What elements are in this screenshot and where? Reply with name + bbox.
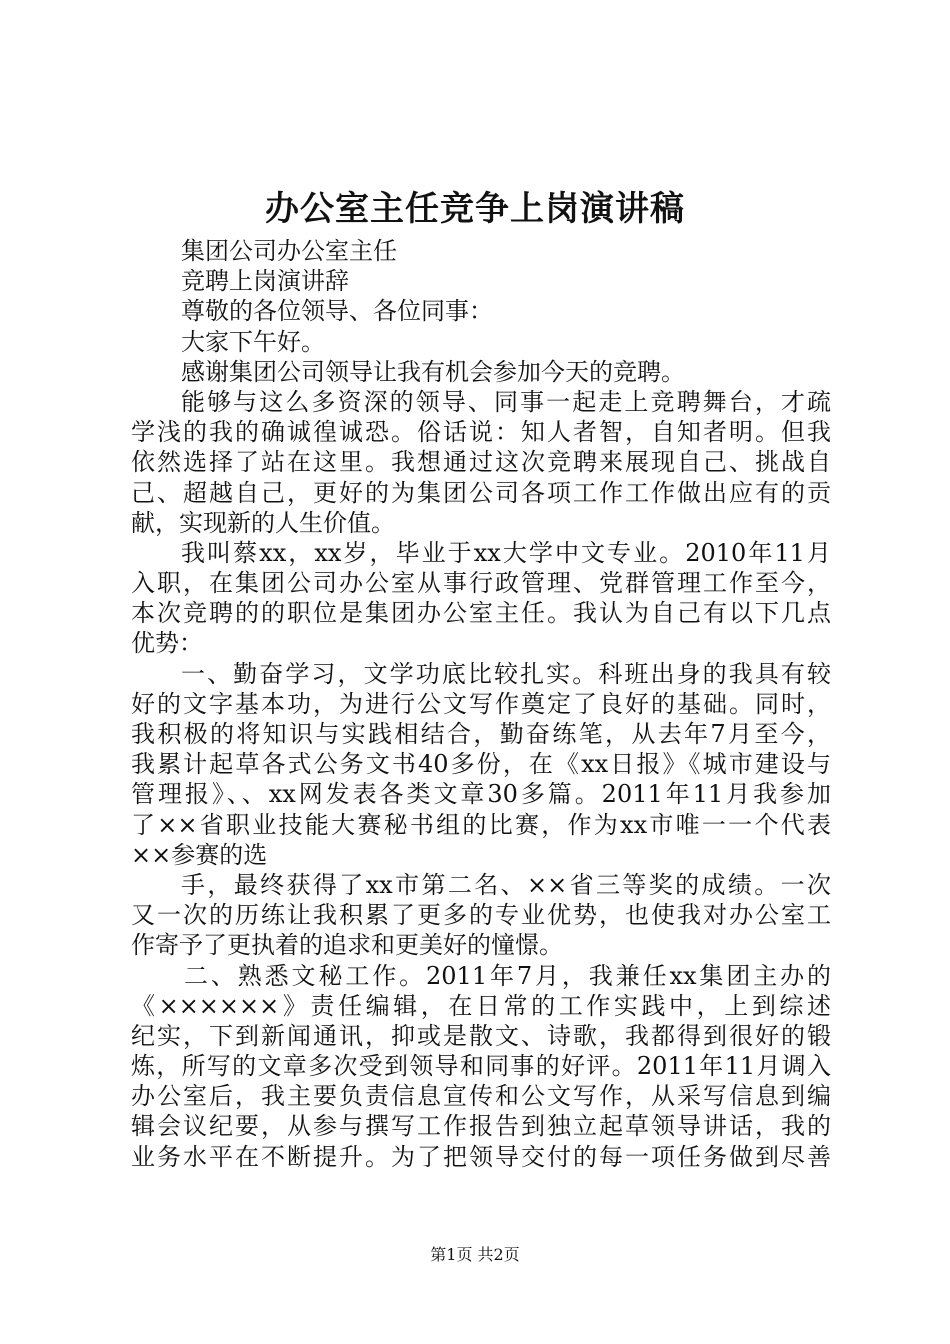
body-line: 己、超越自己，更好的为集团公司各项工作工作做出应有的贡 <box>131 478 831 507</box>
body-line: 依然选择了站在这里。我想通过这次竞聘来展现自己、挑战自 <box>131 448 831 477</box>
body-line: ××参赛的选 <box>131 840 268 869</box>
page-number-footer: 第1页 共2页 <box>430 1245 520 1264</box>
body-line: 竞聘上岗演讲辞 <box>181 267 349 296</box>
body-line: 我积极的将知识与实践相结合，勤奋练笔，从去年7月至今， <box>131 720 831 748</box>
body-line: 又一次的历练让我积累了更多的专业优势，也使我对办公室工 <box>131 901 831 930</box>
body-line: 入职，在集团公司办公室从事行政管理、党群管理工作至今， <box>131 569 831 598</box>
body-line: 办公室后，我主要负责信息宣传和公文写作，从采写信息到编 <box>131 1082 831 1111</box>
body-line: 我叫蔡xx，xx岁，毕业于xx大学中文专业。2010年11月 <box>181 538 831 567</box>
body-line: 炼，所写的文章多次受到领导和同事的好评。2011年11月调入 <box>131 1052 831 1081</box>
body-line: 纪实，下到新闻通讯，抑或是散文、诗歌，我都得到很好的锻 <box>131 1021 831 1050</box>
body-line: 二、熟悉文秘工作。2011年7月，我兼任xx集团主办的 <box>184 961 831 990</box>
body-line: 辑会议纪要，从参与撰写工作报告到独立起草领导讲话，我的 <box>131 1112 831 1141</box>
body-line: 手，最终获得了xx市第二名、××省三等奖的成绩。一次 <box>181 870 831 899</box>
document-body <box>131 236 831 1172</box>
body-line: 献，实现新的人生价值。 <box>131 508 395 537</box>
body-line: 一、勤奋学习，文学功底比较扎实。科班出身的我具有较 <box>181 659 831 688</box>
body-line: 了××省职业技能大赛秘书组的比赛，作为xx市唯一一个代表 <box>131 810 831 839</box>
body-line: 我累计起草各式公务文书40多份，在《xx日报》《城市建设与 <box>131 750 831 779</box>
body-line: 业务水平在不断提升。为了把领导交付的每一项任务做到尽善 <box>131 1142 831 1171</box>
body-line: 尊敬的各位领导、各位同事： <box>181 297 493 326</box>
body-line: 学浅的我的确诚徨诚恐。俗话说：知人者智，自知者明。但我 <box>131 418 831 447</box>
document-title: 办公室主任竞争上岗演讲稿 <box>265 189 685 229</box>
body-line: 本次竞聘的的职位是集团办公室主任。我认为自己有以下几点 <box>131 599 831 628</box>
body-line: 感谢集团公司领导让我有机会参加今天的竞聘。 <box>181 357 685 386</box>
body-line: 集团公司办公室主任 <box>181 237 397 265</box>
body-line: 作寄予了更执着的追求和更美好的憧憬。 <box>131 931 563 960</box>
body-line: 能够与这么多资深的领导、同事一起走上竞聘舞台，才疏 <box>181 387 831 416</box>
body-line: 优势： <box>131 629 203 658</box>
body-line: 《××××××》责任编辑，在日常的工作实践中，上到综述 <box>131 991 831 1020</box>
body-line: 管理报》、、xx网发表各类文章30多篇。2011年11月我参加 <box>131 780 831 809</box>
body-line: 好的文字基本功，为进行公文写作奠定了良好的基础。同时， <box>131 689 831 718</box>
body-line: 大家下午好。 <box>181 327 325 356</box>
